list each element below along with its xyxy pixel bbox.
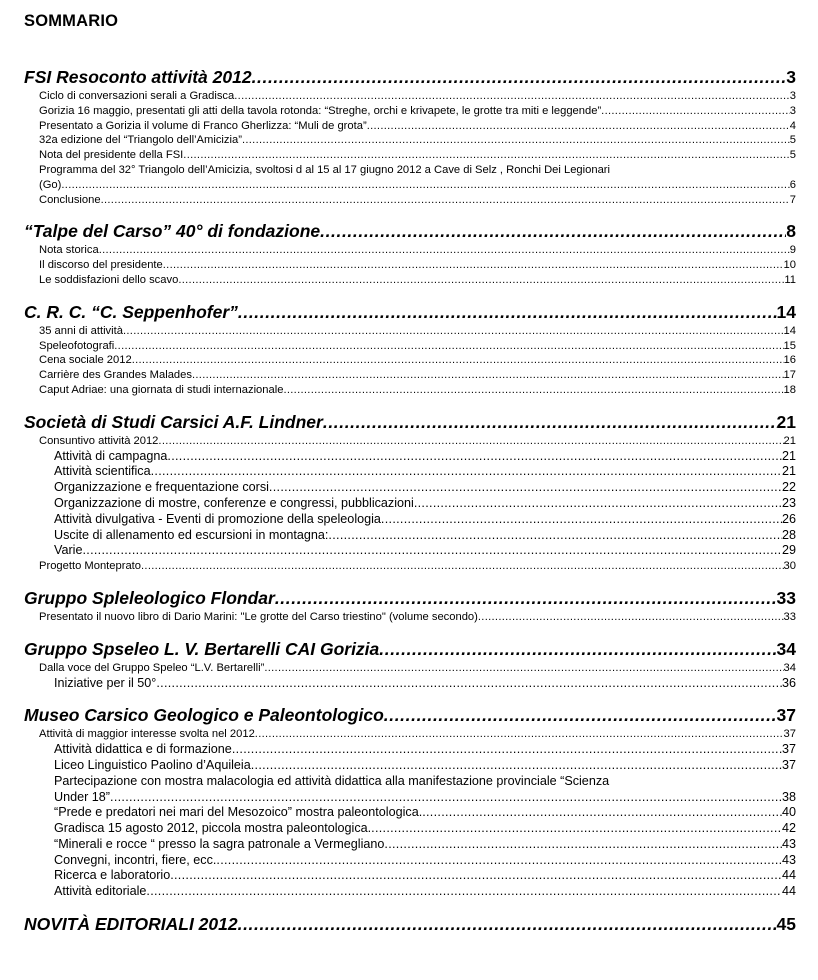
page-number: 18 <box>783 383 796 396</box>
dot-leader <box>61 178 789 193</box>
page-number: 15 <box>783 339 796 352</box>
dot-leader <box>371 821 782 837</box>
entry-label: Nota del presidente della FSI <box>39 149 184 162</box>
dot-leader <box>170 868 782 884</box>
page-number: 21 <box>781 448 796 463</box>
dot-leader <box>82 543 782 559</box>
toc-entry[interactable] <box>24 758 796 774</box>
toc-entry[interactable] <box>24 353 796 368</box>
toc-entry[interactable] <box>24 324 796 339</box>
page-number: 38 <box>781 789 796 804</box>
toc-entry[interactable] <box>24 339 796 354</box>
dot-leader <box>328 528 782 544</box>
dot-leader <box>251 758 782 774</box>
toc-entry[interactable] <box>24 528 796 544</box>
toc-section <box>24 586 796 625</box>
toc-section-heading[interactable] <box>24 637 796 661</box>
toc-entry[interactable] <box>24 163 796 193</box>
page-number: 37 <box>776 705 796 726</box>
page-number: 36 <box>781 675 796 690</box>
entry-label: 32a edizione del “Triangolo dell’Amicizia” <box>39 134 242 147</box>
dot-leader <box>384 837 782 853</box>
toc-entry[interactable] <box>24 727 796 742</box>
dot-leader <box>234 89 790 104</box>
dot-leader <box>320 219 786 243</box>
entry-continuation <box>54 790 796 806</box>
entry-label: Partecipazione con mostra malacologia ed attività didattica alla manifestazione provinciale “Scienza <box>54 773 610 788</box>
toc-section-heading[interactable] <box>24 586 796 610</box>
dot-leader <box>242 133 790 148</box>
page-number: 37 <box>781 757 796 772</box>
dot-leader <box>192 368 784 383</box>
entry-label: Attività di campagna <box>54 448 168 463</box>
dot-leader <box>216 853 782 869</box>
entry-label: Ricerca e laboratorio <box>54 868 171 883</box>
dot-leader <box>414 496 782 512</box>
toc-section-heading[interactable] <box>24 219 796 243</box>
page-number: 16 <box>783 354 796 367</box>
toc-entry[interactable] <box>24 89 796 104</box>
toc-entry[interactable] <box>24 742 796 758</box>
dot-leader <box>183 148 789 163</box>
dot-leader <box>238 912 777 936</box>
toc-section <box>24 912 796 936</box>
entry-label: Cena sociale 2012 <box>39 354 132 367</box>
dot-leader <box>167 449 782 465</box>
dot-leader <box>99 243 790 258</box>
toc-entry[interactable] <box>24 243 796 258</box>
entry-label: Convegni, incontri, fiere, ecc. <box>54 852 217 867</box>
page-number: 3 <box>789 90 796 102</box>
dot-leader <box>163 258 784 273</box>
toc-entry[interactable] <box>24 368 796 383</box>
toc-section <box>24 410 796 574</box>
dot-leader <box>110 790 782 806</box>
toc-entry[interactable] <box>24 821 796 837</box>
toc-entry[interactable] <box>24 610 796 625</box>
entry-label: Gorizia 16 maggio, presentati gli atti della tavola rotonda: “Streghe, orchi e krivapete, le grotte tra miti e leggende” <box>39 104 602 117</box>
entry-label: Varie <box>54 543 83 558</box>
entry-label: Attività didattica e di formazione <box>54 742 232 757</box>
toc-page <box>24 12 796 948</box>
dot-leader <box>478 610 784 625</box>
toc-entry[interactable] <box>24 119 796 134</box>
entry-label: Iniziative per il 50° <box>54 675 157 690</box>
dot-leader <box>275 586 777 610</box>
dot-leader <box>384 703 777 727</box>
entry-label: Attività divulgativa - Eventi di promozione della speleologia <box>54 511 381 526</box>
dot-leader <box>114 339 783 354</box>
dot-leader <box>146 884 782 900</box>
dot-leader <box>101 193 790 208</box>
page-number: 21 <box>781 464 796 479</box>
toc-section-heading[interactable] <box>24 300 796 324</box>
toc-entry[interactable] <box>24 258 796 273</box>
entry-label: Uscite di allenamento ed escursioni in montagna: <box>54 527 329 542</box>
entry-label: Conclusione <box>39 193 101 206</box>
entry-label: Carrière des Grandes Malades <box>39 369 192 382</box>
toc-entry[interactable] <box>24 480 796 496</box>
toc-entry[interactable] <box>24 559 796 574</box>
heading-label: Museo Carsico Geologico e Paleontologico <box>24 705 384 726</box>
toc-section-heading[interactable] <box>24 410 796 434</box>
dot-leader <box>158 434 783 449</box>
page-number: 37 <box>783 728 796 741</box>
entry-label: Organizzazione di mostre, conferenze e congressi, pubblicazioni <box>54 495 414 510</box>
page-number: 30 <box>783 560 796 573</box>
toc-entry[interactable] <box>24 464 796 480</box>
entry-label: Attività editoriale <box>54 884 147 899</box>
heading-label: FSI Resoconto attività 2012 <box>24 67 252 87</box>
entry-label: “Prede e predatori nei mari del Mesozoico” mostra paleontologica. <box>54 805 423 820</box>
toc-entry[interactable] <box>24 774 796 806</box>
entry-label: Consuntivo attività 2012 <box>39 434 159 447</box>
entry-label: Organizzazione e frequentazione corsi <box>54 480 269 495</box>
page-number: 34 <box>776 638 796 659</box>
page-number: 29 <box>781 543 796 558</box>
toc-entry[interactable] <box>24 273 796 288</box>
entry-label: Programma del 32° Triangolo dell’Amicizia, svoltosi d al 15 al 17 giugno 2012 a Cave di Selz , Ronchi Dei Legionari <box>39 163 610 176</box>
page-number: 4 <box>789 119 796 132</box>
dot-leader <box>381 512 782 528</box>
entry-label: Le soddisfazioni dello scavo <box>39 273 179 286</box>
toc-entry[interactable] <box>24 449 796 465</box>
entry-continuation <box>39 178 796 193</box>
toc-entry[interactable] <box>24 868 796 884</box>
page-number: 37 <box>781 742 796 757</box>
heading-label: “Talpe del Carso” 40° di fondazione <box>24 221 321 242</box>
dot-leader <box>269 480 782 496</box>
table-of-contents <box>24 65 796 936</box>
entry-label: Presentato a Gorizia il volume di Franco Gherlizza: “Muli de grota” <box>39 119 367 132</box>
dot-leader <box>252 65 787 89</box>
toc-entry[interactable] <box>24 193 796 208</box>
dot-leader <box>123 324 784 339</box>
toc-section <box>24 637 796 692</box>
toc-section <box>24 219 796 287</box>
dot-leader <box>379 637 776 661</box>
toc-section-heading[interactable] <box>24 65 796 89</box>
page-number: 21 <box>783 434 796 447</box>
dot-leader <box>264 661 783 676</box>
dot-leader <box>283 383 783 398</box>
dot-leader <box>232 742 782 758</box>
page-number: 43 <box>781 836 796 851</box>
page-number: 42 <box>781 821 796 836</box>
entry-label: Ciclo di conversazioni serali a Gradisca <box>39 90 235 102</box>
page-number: 14 <box>776 301 796 322</box>
dot-leader <box>238 300 777 324</box>
dot-leader <box>151 464 782 480</box>
page-number: 21 <box>776 411 796 432</box>
page-number: 22 <box>781 480 796 495</box>
dot-leader <box>367 119 790 134</box>
toc-section <box>24 703 796 900</box>
entry-label: Attività di maggior interesse svolta nel 2012 <box>39 728 255 741</box>
entry-label: Dalla voce del Gruppo Speleo “L.V. Bertarelli” <box>39 661 265 674</box>
toc-entry[interactable] <box>24 676 796 692</box>
dot-leader <box>178 273 784 288</box>
entry-label: Presentato il nuovo libro di Dario Marini: "Le grotte del Carso triestino" (volume secondo) <box>39 610 478 623</box>
page-number: 26 <box>781 511 796 526</box>
entry-label-continued: (Go) <box>39 178 62 191</box>
entry-label: “Minerali e rocce “ presso la sagra patronale a Vermegliano <box>54 836 385 851</box>
page-number: 44 <box>781 868 796 883</box>
heading-label: Gruppo Spleleologico Flondar <box>24 587 275 608</box>
page-number: 17 <box>783 369 796 382</box>
toc-section <box>24 65 796 207</box>
page-number: 10 <box>783 259 796 272</box>
entry-label: Gradisca 15 agosto 2012, piccola mostra paleontologica. <box>54 821 372 836</box>
entry-label: Nota storica <box>39 244 99 257</box>
page-number: 11 <box>784 273 796 286</box>
entry-label: Progetto Monteprato <box>39 560 141 573</box>
dot-leader <box>422 805 782 821</box>
page-number: 33 <box>776 587 796 608</box>
toc-section <box>24 300 796 398</box>
toc-entry[interactable] <box>24 148 796 163</box>
page-number: 45 <box>776 914 796 935</box>
toc-entry[interactable] <box>24 133 796 148</box>
toc-entry[interactable] <box>24 837 796 853</box>
page-number: 14 <box>783 324 796 337</box>
entry-label: Liceo Linguistico Paolino d’Aquileia <box>54 757 251 772</box>
toc-entry[interactable] <box>24 884 796 900</box>
page-number: 34 <box>783 661 796 674</box>
toc-entry[interactable] <box>24 496 796 512</box>
toc-entry[interactable] <box>24 543 796 559</box>
toc-entry[interactable] <box>24 434 796 449</box>
page-number: 9 <box>789 244 796 257</box>
toc-section-heading[interactable] <box>24 703 796 727</box>
page-number: 8 <box>786 221 796 242</box>
page-number: 5 <box>789 134 796 147</box>
dot-leader <box>255 727 784 742</box>
document-title: SOMMARIO <box>24 12 119 30</box>
toc-entry[interactable] <box>24 805 796 821</box>
entry-label: Speleofotografi <box>39 339 115 352</box>
dot-leader <box>156 676 782 692</box>
page-number: 3 <box>789 104 796 117</box>
page-number: 40 <box>781 805 796 820</box>
heading-label: NOVITÀ EDITORIALI 2012 <box>24 914 238 935</box>
toc-entry[interactable] <box>24 853 796 869</box>
entry-label: Attività scientifica <box>54 464 151 479</box>
page-number: 3 <box>786 67 796 87</box>
dot-leader <box>601 104 790 119</box>
toc-section-heading[interactable] <box>24 912 796 936</box>
dot-leader <box>323 410 777 434</box>
entry-label: 35 anni di attività <box>39 324 123 337</box>
page-number: 7 <box>789 193 796 206</box>
heading-label: Società di Studi Carsici A.F. Lindner <box>24 411 323 432</box>
toc-entry[interactable] <box>24 383 796 398</box>
page-number: 5 <box>789 149 796 162</box>
page-number: 23 <box>781 495 796 510</box>
dot-leader <box>141 559 784 574</box>
dot-leader <box>132 353 784 368</box>
page-number: 6 <box>789 178 796 191</box>
page-number: 33 <box>783 610 796 623</box>
entry-label-continued: Under 18” <box>54 789 111 804</box>
entry-label: Il discorso del presidente <box>39 259 163 272</box>
toc-entry[interactable] <box>24 661 796 676</box>
page-number: 44 <box>781 884 796 899</box>
toc-entry[interactable] <box>24 104 796 119</box>
entry-label: Caput Adriae: una giornata di studi internazionale <box>39 383 284 396</box>
page-number: 28 <box>781 527 796 542</box>
heading-label: C. R. C. “C. Seppenhofer” <box>24 301 238 322</box>
heading-label: Gruppo Spseleo L. V. Bertarelli CAI Gorizia <box>24 638 380 659</box>
page-number: 43 <box>781 852 796 867</box>
toc-entry[interactable] <box>24 512 796 528</box>
